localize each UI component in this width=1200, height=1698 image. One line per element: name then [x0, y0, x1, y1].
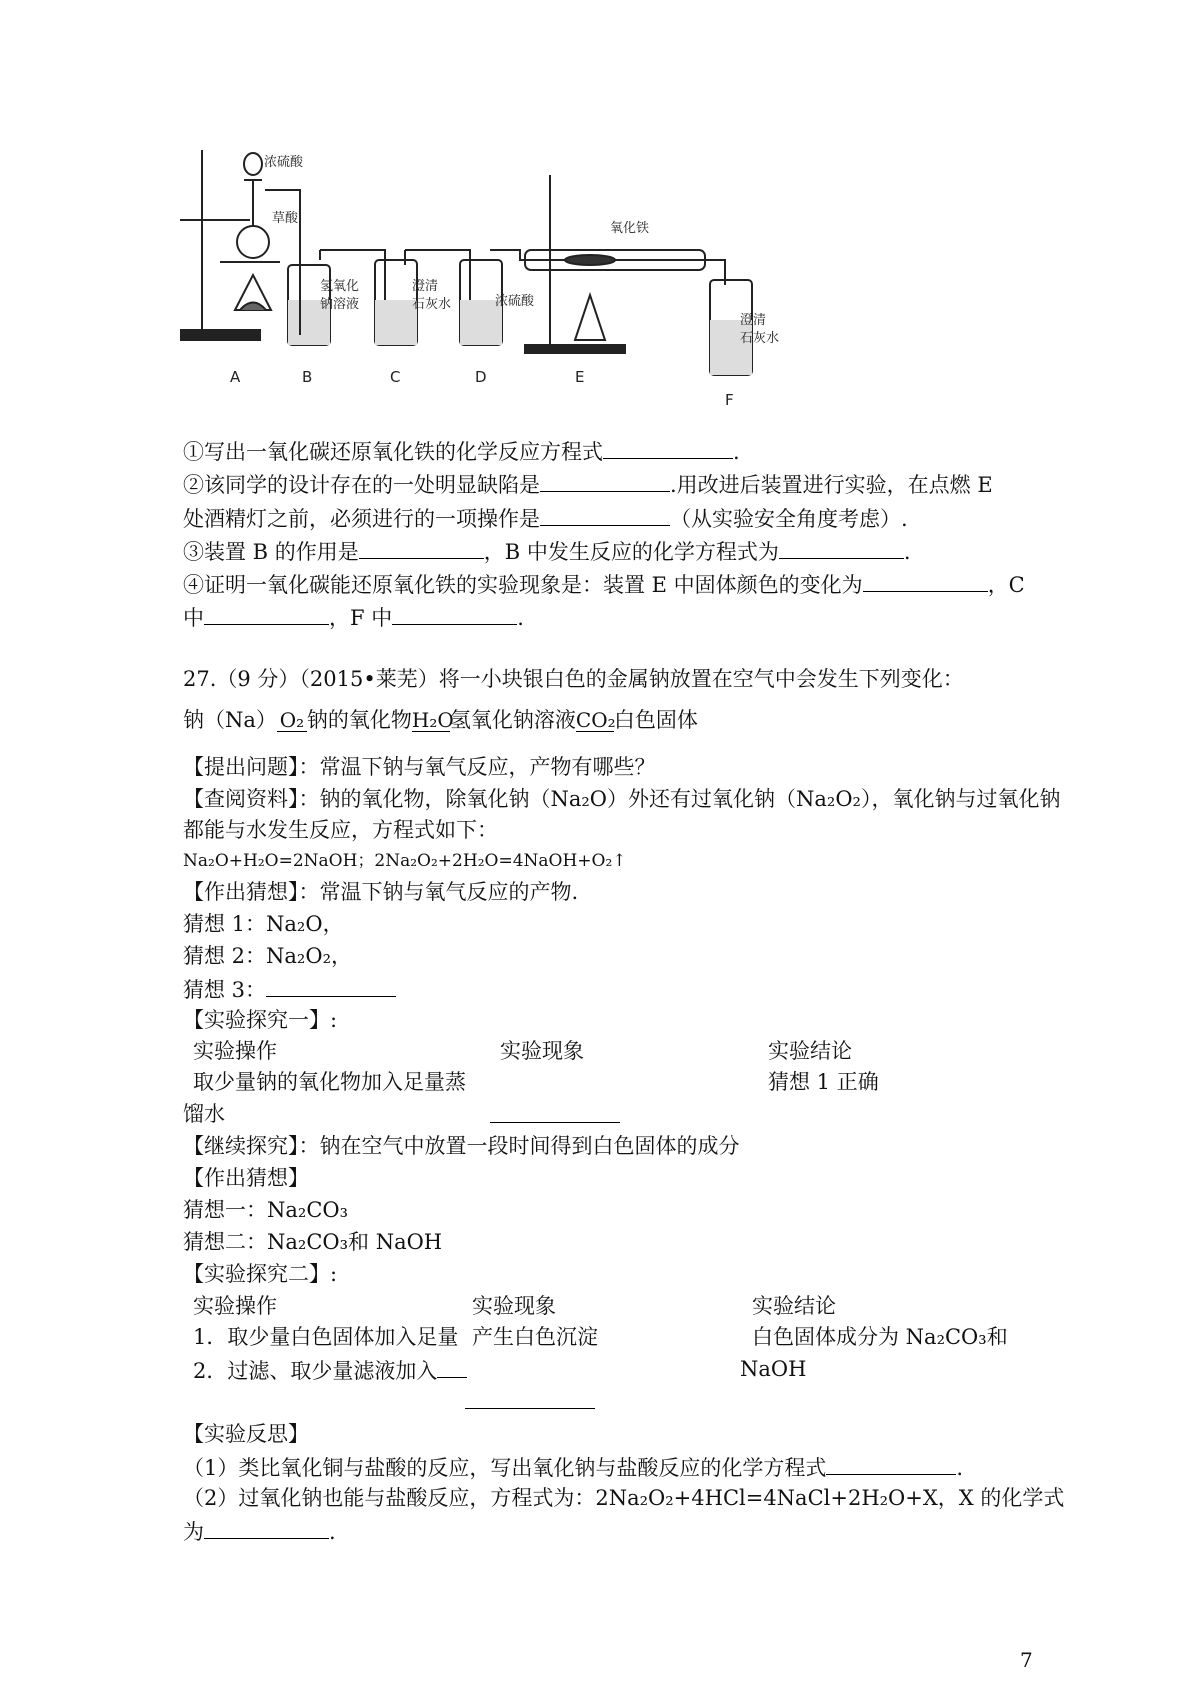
exp2-phen1: 产生白色沉淀 [472, 1325, 598, 1349]
label-conc-h2so4: 浓硫酸 [264, 155, 304, 170]
reflection-2: （2）过氧化钠也能与盐酸反应，方程式为：2Na₂O₂+4HCl=4NaCl+2H₂O+X，X 的化学式 [183, 1486, 1065, 1510]
exp2-col-phen: 实验现象 [472, 1294, 556, 1318]
q26-l2a-text: ②该同学的设计存在的一处明显缺陷是 [183, 473, 540, 497]
reflection-1-end: . [956, 1456, 964, 1480]
q26-l6a-text: 中 [183, 606, 204, 630]
guess-3 [183, 974, 396, 1004]
q26-l3b-text: （从实验安全角度考虑）. [670, 507, 908, 531]
label-naoh-1: 氢氧化 [320, 279, 360, 294]
station-e: E [575, 368, 585, 386]
q26-line5 [183, 569, 1025, 599]
reflection-heading: 【实验反思】 [183, 1422, 309, 1446]
q26-l4c-text: . [903, 540, 911, 564]
q26-l4a-text: ③装置 B 的作用是 [183, 540, 359, 564]
label-limewater-f-2: 石灰水 [740, 331, 780, 346]
guess2-1: 猜想一：Na₂CO₃ [183, 1198, 349, 1222]
exp2-col-op: 实验操作 [193, 1294, 277, 1318]
answer-blank[interactable] [863, 569, 988, 592]
q26-l6b-text: ，F 中 [329, 606, 393, 630]
guess-3-label: 猜想 3： [183, 978, 267, 1002]
chain-arrow1: O₂ [277, 706, 307, 734]
chain-arrow2: H₂O [411, 708, 454, 732]
chain-step4: 白色固体 [613, 708, 698, 732]
q26-l2b-text: .用改进后装置进行实验，在点燃 E [670, 473, 993, 497]
apparatus-diagram [180, 150, 1060, 420]
answer-blank[interactable] [392, 602, 517, 625]
q26-l6c-text: . [517, 606, 524, 630]
exp1-col-op: 实验操作 [193, 1039, 277, 1063]
exp2-op2-text: 2．过滤、取少量滤液加入 [193, 1359, 438, 1383]
label-limewater-c-2: 石灰水 [412, 297, 452, 312]
q26-line4 [183, 536, 911, 566]
exp1-op-line2: 馏水 [183, 1102, 225, 1126]
reflection-3-text: 为 [183, 1520, 204, 1544]
info-line2: 都能与水发生反应，方程式如下： [183, 818, 498, 842]
exp1-heading: 【实验探究一】: [183, 1008, 338, 1032]
chain-step1: 钠（Na） [183, 708, 277, 732]
guess-2: 猜想 2：Na₂O₂， [183, 944, 352, 968]
answer-blank[interactable] [540, 469, 670, 492]
station-c: C [390, 368, 401, 386]
q26-line1 [183, 436, 740, 466]
exp1-op-line1: 取少量钠的氧化物加入足量蒸 [193, 1070, 466, 1094]
info-line1: 【查阅资料】：钠的氧化物，除氧化钠（Na₂O）外还有过氧化钠（Na₂O₂），氧化钠与过氧化钠 [183, 787, 1061, 811]
answer-blank[interactable] [204, 1516, 329, 1539]
label-oxalic: 草酸 [272, 211, 299, 226]
answer-blank[interactable] [437, 1355, 467, 1378]
q26-l1-end: . [733, 440, 740, 464]
label-limewater-c-1: 澄清 [412, 279, 439, 294]
reflection-3-end: . [329, 1520, 336, 1544]
ask-question: 【提出问题】：常温下钠与氧气反应，产物有哪些？ [183, 755, 656, 779]
answer-blank[interactable] [603, 436, 733, 459]
q26-l5b-text: ，C [987, 573, 1025, 597]
reflection-3 [183, 1516, 336, 1546]
answer-blank[interactable] [204, 602, 329, 625]
exp1-col-concl: 实验结论 [768, 1039, 852, 1063]
reflection-1 [183, 1452, 963, 1482]
answer-blank[interactable] [540, 503, 670, 526]
exp1-col-phen: 实验现象 [500, 1039, 584, 1063]
page-number: 7 [1020, 1648, 1033, 1672]
label-naoh-2: 钠溶液 [320, 297, 360, 312]
chain-step2: 钠的氧化物 [306, 708, 412, 732]
answer-blank[interactable] [266, 974, 396, 997]
continue-explore: 【继续探究】：钠在空气中放置一段时间得到白色固体的成分 [183, 1134, 740, 1158]
reflection-1-text: （1）类比氧化铜与盐酸的反应，写出氧化钠与盐酸反应的化学方程式 [183, 1456, 827, 1480]
exp2-concl2: NaOH [740, 1357, 807, 1381]
station-d: D [475, 368, 487, 386]
exp2-col-concl: 实验结论 [752, 1294, 836, 1318]
answer-blank[interactable] [826, 1452, 956, 1475]
q26-l1-text: ①写出一氧化碳还原氧化铁的化学反应方程式 [183, 440, 603, 464]
answer-blank[interactable] [359, 536, 484, 559]
chain-arrow3: CO₂ [575, 708, 616, 732]
station-f: F [725, 391, 734, 409]
station-b: B [302, 368, 313, 386]
exp2-concl1: 白色固体成分为 Na₂CO₃和 [752, 1325, 1008, 1349]
q27-chain [183, 706, 698, 734]
q26-line3 [183, 503, 908, 533]
reaction-equations: Na₂O+H₂O=2NaOH；2Na₂O₂+2H₂O=4NaOH+O₂↑ [183, 851, 627, 871]
q26-line6 [183, 602, 524, 632]
exp2-phen2-blank[interactable] [465, 1386, 595, 1416]
exp1-phen-blank[interactable] [490, 1100, 620, 1130]
guess-1: 猜想 1：Na₂O， [183, 912, 344, 936]
q26-line2 [183, 469, 993, 499]
q26-l5a-text: ④证明一氧化碳能还原氧化铁的实验现象是：装置 E 中固体颜色的变化为 [183, 573, 863, 597]
label-iron-oxide: 氧化铁 [610, 221, 650, 236]
q27-heading: 27.（9 分）（2015•莱芜）将一小块银白色的金属钠放置在空气中会发生下列变化： [183, 667, 964, 691]
guess2-heading: 【作出猜想】 [183, 1166, 309, 1190]
guess2-2: 猜想二：Na₂CO₃和 NaOH [183, 1230, 443, 1254]
exp2-op2 [193, 1355, 467, 1385]
q26-l4b-text: ，B 中发生反应的化学方程式为 [483, 540, 779, 564]
exp2-op1: 1．取少量白色固体加入足量 [193, 1325, 459, 1349]
exp1-conclusion: 猜想 1 正确 [768, 1070, 879, 1094]
q26-l3a-text: 处酒精灯之前，必须进行的一项操作是 [183, 507, 540, 531]
exp2-heading: 【实验探究二】: [183, 1262, 338, 1286]
station-a: A [230, 368, 241, 386]
guess-heading: 【作出猜想】：常温下钠与氧气反应的产物. [183, 880, 579, 904]
apparatus-figure [180, 150, 1060, 420]
label-conc-h2so4-d: 浓硫酸 [495, 294, 535, 309]
chain-step3: 氢氧化钠溶液 [449, 708, 576, 732]
label-limewater-f-1: 澄清 [740, 313, 767, 328]
answer-blank[interactable] [779, 536, 904, 559]
